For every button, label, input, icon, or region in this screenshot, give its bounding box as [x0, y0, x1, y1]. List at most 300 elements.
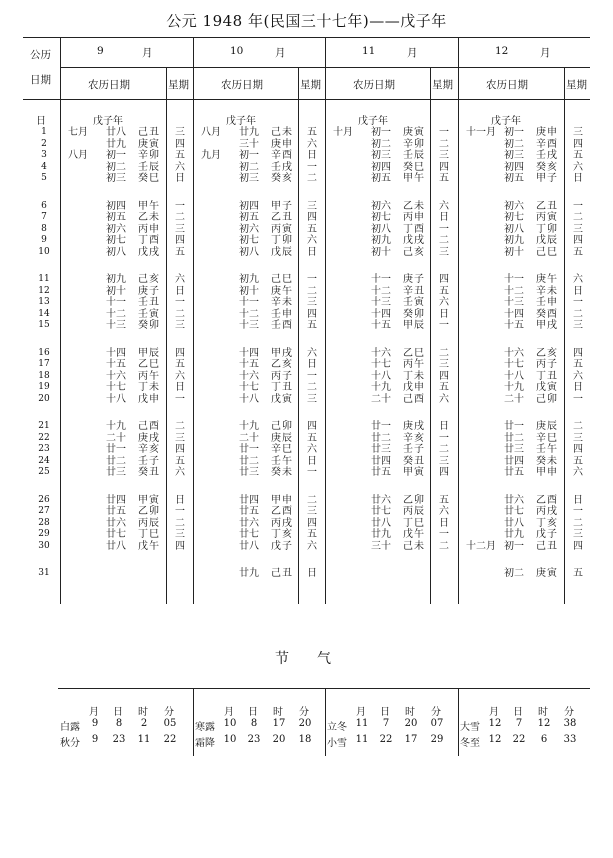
- weekday: 四: [307, 212, 317, 224]
- lunar-month-marker: 七月: [68, 127, 88, 138]
- weekday-header: 星期: [432, 79, 453, 91]
- lunar-day: 廿五: [239, 506, 259, 518]
- ganzhi-day: 戊戌: [138, 246, 160, 258]
- ganzhi-day: 丙申: [403, 212, 425, 224]
- weekday: 六: [175, 161, 185, 173]
- weekday: 二: [175, 517, 185, 529]
- ganzhi-day: 辛亥: [403, 432, 425, 444]
- weekday: 四: [175, 444, 185, 456]
- month-unit: 月: [275, 47, 286, 59]
- lunar-day: 十八: [239, 393, 259, 405]
- lunar-day: 廿六: [504, 494, 524, 506]
- weekday: 三: [307, 200, 317, 212]
- ganzhi-day: 庚子: [403, 274, 425, 285]
- lunar-day: 十九: [371, 382, 391, 394]
- solar-term-value: 11: [355, 718, 369, 729]
- ganzhi-year-label: 戊子年: [358, 116, 388, 127]
- lunar-day: 初八: [239, 246, 259, 258]
- ganzhi-day: 己未: [403, 540, 425, 552]
- ganzhi-year-label: 戊子年: [226, 116, 256, 127]
- weekday: 日: [439, 421, 449, 432]
- ganzhi-day: 丙辰: [403, 506, 425, 518]
- weekday: 三: [573, 320, 583, 332]
- ganzhi-day: 甲辰: [403, 320, 425, 332]
- lunar-day: 十二: [504, 285, 524, 297]
- lunar-day: 初一: [504, 127, 524, 138]
- lunar-day: 初四: [371, 161, 391, 173]
- solar-term-name: 大雪: [460, 722, 480, 733]
- weekday: 三: [175, 223, 185, 235]
- solar-term-col-header: 时: [405, 707, 415, 718]
- lunar-day: 初十: [504, 246, 524, 258]
- weekday: 三: [573, 529, 583, 541]
- lunar-day: 初六: [371, 200, 391, 212]
- day-number: 10: [38, 246, 50, 257]
- lunar-day: 廿八: [106, 127, 126, 138]
- ganzhi-day: 壬午: [271, 455, 293, 467]
- ganzhi-day: 甲辰: [138, 347, 160, 359]
- day-number: 14: [38, 308, 50, 319]
- weekday: 日: [439, 517, 449, 529]
- weekday: 二: [307, 382, 317, 394]
- weekday: 五: [307, 127, 317, 138]
- solar-term-value: 10: [223, 734, 237, 745]
- weekday: 二: [573, 517, 583, 529]
- ganzhi-day: 丙戌: [536, 506, 558, 518]
- weekday: 二: [439, 235, 449, 247]
- weekday: 五: [175, 455, 185, 467]
- lunar-day: 十一: [106, 297, 126, 309]
- ganzhi-day: 甲子: [271, 200, 293, 212]
- lunar-day: 廿一: [371, 421, 391, 432]
- ganzhi-day: 癸亥: [536, 161, 558, 173]
- ganzhi-day: 庚辰: [536, 421, 558, 432]
- solar-term-value: 9: [91, 718, 99, 729]
- lunar-day: 十八: [106, 393, 126, 405]
- day-number: 15: [38, 320, 50, 331]
- weekday: 四: [307, 308, 317, 320]
- weekday: 三: [573, 432, 583, 444]
- ganzhi-day: 己酉: [403, 393, 425, 405]
- lunar-day: 廿一: [106, 444, 126, 456]
- weekday: 一: [175, 393, 185, 405]
- weekday: 一: [175, 506, 185, 518]
- ganzhi-day: 壬辰: [138, 161, 160, 173]
- lunar-day: 廿一: [504, 421, 524, 432]
- weekday: 六: [175, 274, 185, 285]
- ganzhi-day: 乙酉: [271, 506, 293, 518]
- ganzhi-day: 甲戌: [271, 347, 293, 359]
- ganzhi-day: 辛巳: [536, 432, 558, 444]
- weekday: 三: [439, 246, 449, 258]
- weekday: 二: [307, 494, 317, 506]
- solar-term-value: 29: [430, 734, 444, 745]
- ganzhi-day: 辛酉: [536, 138, 558, 150]
- weekday: 五: [573, 359, 583, 371]
- weekday-divider-2: [298, 67, 299, 604]
- lunar-day: 十九: [504, 382, 524, 394]
- ganzhi-day: 甲寅: [138, 494, 160, 506]
- weekday: 四: [573, 347, 583, 359]
- lunar-day: 二十: [371, 393, 391, 405]
- weekday: 二: [573, 212, 583, 224]
- day-number: 27: [38, 506, 50, 517]
- weekday: 五: [175, 150, 185, 162]
- solar-term-value: 20: [272, 734, 286, 745]
- weekday: 六: [439, 200, 449, 212]
- lunar-day: 廿六: [106, 517, 126, 529]
- solar-term-value: 9: [91, 734, 99, 745]
- weekday: 三: [439, 455, 449, 467]
- solar-term-value: 11: [355, 734, 369, 745]
- lunar-day: 十四: [504, 308, 524, 320]
- solar-term-value: 7: [382, 718, 390, 729]
- ganzhi-day: 壬戌: [536, 150, 558, 162]
- ganzhi-day: 乙亥: [536, 347, 558, 359]
- lunar-day: 廿四: [504, 455, 524, 467]
- month-number: 9: [97, 45, 104, 57]
- ganzhi-day: 丁丑: [271, 382, 293, 394]
- lunar-day: 十四: [239, 347, 259, 359]
- lunar-day: 廿三: [504, 444, 524, 456]
- weekday: 四: [439, 161, 449, 173]
- weekday: 日: [573, 494, 583, 506]
- ganzhi-day: 壬辰: [403, 150, 425, 162]
- ganzhi-day: 癸丑: [403, 455, 425, 467]
- weekday: 一: [573, 200, 583, 212]
- ganzhi-day: 丁未: [138, 382, 160, 394]
- solar-term-col-header: 分: [164, 707, 174, 718]
- lunar-day: 十三: [106, 320, 126, 332]
- solar-term-value: 05: [163, 718, 177, 729]
- weekday: 一: [573, 297, 583, 309]
- weekday: 一: [307, 370, 317, 382]
- solar-term-value: 23: [247, 734, 261, 745]
- solar-term-value: 33: [563, 734, 577, 745]
- weekday: 四: [175, 235, 185, 247]
- day-number: 9: [41, 235, 47, 246]
- solar-term-value: 17: [404, 734, 418, 745]
- ganzhi-day: 戊午: [138, 540, 160, 552]
- ganzhi-day: 戊寅: [271, 393, 293, 405]
- ganzhi-day: 癸卯: [138, 320, 160, 332]
- lunar-day: 初五: [371, 173, 391, 185]
- weekday: 四: [307, 421, 317, 432]
- ganzhi-day: 庚寅: [403, 127, 425, 138]
- lunar-day: 廿二: [106, 455, 126, 467]
- solar-term-value: 22: [512, 734, 526, 745]
- ganzhi-day: 丁巳: [138, 529, 160, 541]
- month-divider-1: [193, 37, 194, 604]
- day-number: 5: [41, 173, 47, 184]
- weekday: 六: [307, 540, 317, 552]
- lunar-day: 初二: [106, 161, 126, 173]
- ganzhi-day: 庚午: [536, 274, 558, 285]
- ganzhi-day: 辛丑: [403, 285, 425, 297]
- ganzhi-day: 丁巳: [403, 517, 425, 529]
- lunar-day: 十三: [371, 297, 391, 309]
- ganzhi-day: 丙寅: [536, 212, 558, 224]
- day-number: 17: [38, 359, 50, 370]
- solar-terms-title: 节 气: [275, 651, 331, 667]
- weekday: 二: [439, 540, 449, 552]
- day-number: 2: [41, 138, 47, 149]
- weekday: 一: [439, 127, 449, 138]
- ganzhi-day: 丙申: [138, 223, 160, 235]
- weekday: 日: [439, 212, 449, 224]
- weekday-header: 星期: [300, 79, 321, 91]
- ganzhi-day: 戊寅: [536, 382, 558, 394]
- lunar-day: 廿二: [371, 432, 391, 444]
- ganzhi-day: 乙未: [138, 212, 160, 224]
- weekday: 一: [307, 161, 317, 173]
- weekday: 五: [307, 432, 317, 444]
- ganzhi-day: 己丑: [138, 127, 160, 138]
- solar-term-name: 霜降: [195, 738, 215, 749]
- ganzhi-day: 己丑: [536, 540, 558, 552]
- ganzhi-day: 己酉: [138, 421, 160, 432]
- day-number: 25: [38, 467, 50, 478]
- ganzhi-day: 戊子: [536, 529, 558, 541]
- lunar-day: 十九: [239, 421, 259, 432]
- weekday: 六: [307, 235, 317, 247]
- ganzhi-day: 乙丑: [536, 200, 558, 212]
- ganzhi-day: 癸卯: [403, 308, 425, 320]
- weekday: 六: [573, 161, 583, 173]
- ganzhi-day: 壬午: [536, 444, 558, 456]
- weekday: 日: [307, 568, 317, 579]
- ganzhi-day: 戊申: [403, 382, 425, 394]
- month-unit: 月: [540, 47, 551, 59]
- weekday: 五: [573, 455, 583, 467]
- ganzhi-day: 甲寅: [403, 467, 425, 479]
- lunar-day: 初六: [106, 223, 126, 235]
- ganzhi-day: 甲午: [403, 173, 425, 185]
- weekday: 六: [573, 370, 583, 382]
- solar-term-col-header: 时: [538, 707, 548, 718]
- ganzhi-day: 癸丑: [138, 467, 160, 479]
- weekday: 二: [175, 212, 185, 224]
- weekday: 一: [439, 223, 449, 235]
- ganzhi-day: 丙午: [403, 359, 425, 371]
- lunar-date-header: 农历日期: [486, 79, 528, 91]
- lunar-day: 十二: [106, 308, 126, 320]
- solar-term-col-header: 时: [273, 707, 283, 718]
- month-number: 11: [362, 45, 376, 57]
- month-unit: 月: [142, 47, 153, 59]
- lunar-day: 廿四: [239, 494, 259, 506]
- ganzhi-day: 己卯: [271, 421, 293, 432]
- weekday: 二: [175, 421, 185, 432]
- ganzhi-day: 庚寅: [536, 568, 558, 579]
- lunar-day: 十八: [504, 370, 524, 382]
- lunar-day: 廿七: [106, 529, 126, 541]
- lunar-day: 十一: [239, 297, 259, 309]
- lunar-day: 廿七: [239, 529, 259, 541]
- lunar-month-marker: 十一月: [466, 127, 496, 138]
- weekday: 三: [439, 359, 449, 371]
- table-top-rule: [23, 37, 590, 38]
- lunar-day: 初四: [106, 200, 126, 212]
- lunar-day: 廿八: [504, 517, 524, 529]
- lunar-day: 十一: [504, 274, 524, 285]
- ganzhi-day: 辛卯: [403, 138, 425, 150]
- solar-term-value: 12: [537, 718, 551, 729]
- solar-term-name: 秋分: [60, 738, 80, 749]
- weekday: 日: [307, 359, 317, 371]
- ganzhi-day: 戊辰: [536, 235, 558, 247]
- lunar-day: 廿五: [504, 467, 524, 479]
- lunar-day: 初四: [239, 200, 259, 212]
- weekday: 日: [573, 173, 583, 185]
- ganzhi-day: 壬子: [403, 444, 425, 456]
- ganzhi-day: 庚午: [271, 285, 293, 297]
- day-number: 18: [38, 370, 50, 381]
- day-number: 16: [38, 347, 50, 358]
- lunar-month-marker: 十月: [333, 127, 353, 138]
- solar-term-name: 寒露: [195, 722, 215, 733]
- lunar-date-header: 农历日期: [353, 79, 395, 91]
- lunar-day: 十七: [239, 382, 259, 394]
- lunar-day: 初一: [371, 127, 391, 138]
- weekday: 一: [307, 467, 317, 479]
- lunar-day: 廿七: [504, 506, 524, 518]
- lunar-day: 初三: [504, 150, 524, 162]
- lunar-day: 廿三: [371, 444, 391, 456]
- ganzhi-day: 壬寅: [138, 308, 160, 320]
- ganzhi-day: 庚戌: [138, 432, 160, 444]
- weekday: 一: [439, 432, 449, 444]
- lunar-day: 十七: [106, 382, 126, 394]
- solar-term-value: 17: [272, 718, 286, 729]
- lunar-day: 初二: [239, 161, 259, 173]
- ganzhi-day: 丁丑: [536, 370, 558, 382]
- lunar-day: 初五: [106, 212, 126, 224]
- lunar-day: 十二: [371, 285, 391, 297]
- lunar-day: 初六: [504, 200, 524, 212]
- weekday: 一: [175, 200, 185, 212]
- weekday: 六: [307, 347, 317, 359]
- weekday: 四: [307, 517, 317, 529]
- solar-terms-divider-2: [325, 688, 326, 756]
- weekday: 五: [175, 246, 185, 258]
- ganzhi-day: 乙巳: [403, 347, 425, 359]
- ganzhi-day: 庚子: [138, 285, 160, 297]
- lunar-day: 十四: [106, 347, 126, 359]
- ganzhi-day: 乙丑: [271, 212, 293, 224]
- ganzhi-day: 辛亥: [138, 444, 160, 456]
- lunar-day: 十八: [371, 370, 391, 382]
- weekday: 一: [439, 320, 449, 332]
- lunar-month-marker: 十二月: [466, 540, 496, 552]
- day-number: 20: [38, 393, 50, 404]
- day-number: 12: [38, 285, 50, 296]
- ganzhi-day: 庚申: [536, 127, 558, 138]
- lunar-day: 二十: [106, 432, 126, 444]
- ganzhi-year-label: 戊子年: [93, 116, 123, 127]
- lunar-day: 初十: [371, 246, 391, 258]
- ganzhi-day: 辛酉: [271, 150, 293, 162]
- weekday: 四: [573, 138, 583, 150]
- lunar-day: 初三: [239, 173, 259, 185]
- weekday: 五: [307, 529, 317, 541]
- weekday: 四: [573, 235, 583, 247]
- lunar-day: 十五: [504, 320, 524, 332]
- day-number: 3: [41, 150, 47, 161]
- weekday: 三: [175, 127, 185, 138]
- lunar-day: 廿七: [371, 506, 391, 518]
- month-number: 12: [495, 45, 509, 57]
- lunar-day: 廿九: [239, 568, 259, 579]
- month-number: 10: [230, 45, 244, 57]
- day-number: 11: [38, 274, 50, 284]
- ganzhi-day: 丙辰: [138, 517, 160, 529]
- ganzhi-day: 癸未: [536, 455, 558, 467]
- solar-terms-divider-3: [458, 688, 459, 756]
- ganzhi-day: 甲子: [536, 173, 558, 185]
- ganzhi-day: 甲戌: [536, 320, 558, 332]
- ganzhi-day: 乙未: [403, 200, 425, 212]
- lunar-month-marker: 九月: [201, 150, 221, 162]
- solar-term-col-header: 分: [431, 707, 441, 718]
- weekday: 四: [439, 370, 449, 382]
- weekday: 日: [307, 455, 317, 467]
- day-number: 29: [38, 529, 50, 540]
- weekday: 三: [307, 297, 317, 309]
- weekday: 五: [307, 320, 317, 332]
- lunar-day: 初九: [371, 235, 391, 247]
- solar-term-col-header: 时: [138, 707, 148, 718]
- solar-terms-top-rule: [58, 688, 590, 689]
- weekday: 二: [439, 347, 449, 359]
- weekday-header: 星期: [168, 79, 189, 91]
- month-divider-2: [325, 37, 326, 604]
- day-number: 19: [38, 382, 50, 393]
- lunar-day: 初九: [504, 235, 524, 247]
- lunar-day: 初七: [371, 212, 391, 224]
- lunar-day: 十九: [106, 421, 126, 432]
- weekday: 日: [573, 382, 583, 394]
- lunar-day: 十二: [239, 308, 259, 320]
- lunar-day: 十三: [239, 320, 259, 332]
- lunar-day: 初五: [504, 173, 524, 185]
- weekday: 六: [307, 444, 317, 456]
- ganzhi-day: 壬丑: [138, 297, 160, 309]
- lunar-day: 廿六: [371, 494, 391, 506]
- day-number: 6: [41, 200, 47, 211]
- lunar-day: 廿二: [504, 432, 524, 444]
- solar-term-col-header: 日: [380, 707, 390, 718]
- weekday: 一: [573, 506, 583, 518]
- lunar-day: 初七: [106, 235, 126, 247]
- weekday-divider-4: [564, 67, 565, 604]
- weekday: 一: [307, 274, 317, 285]
- ganzhi-day: 癸巳: [403, 161, 425, 173]
- lunar-day: 初七: [239, 235, 259, 247]
- ganzhi-day: 辛未: [271, 297, 293, 309]
- weekday: 六: [573, 467, 583, 479]
- lunar-day: 初八: [371, 223, 391, 235]
- date-col-divider: [60, 37, 61, 604]
- lunar-day: 初一: [504, 540, 524, 552]
- ganzhi-day: 丙子: [536, 359, 558, 371]
- ganzhi-day: 甲午: [138, 200, 160, 212]
- solar-term-value: 11: [137, 734, 151, 745]
- weekday: 一: [439, 529, 449, 541]
- lunar-day: 十四: [371, 308, 391, 320]
- lunar-day: 廿六: [239, 517, 259, 529]
- lunar-day: 三十: [371, 540, 391, 552]
